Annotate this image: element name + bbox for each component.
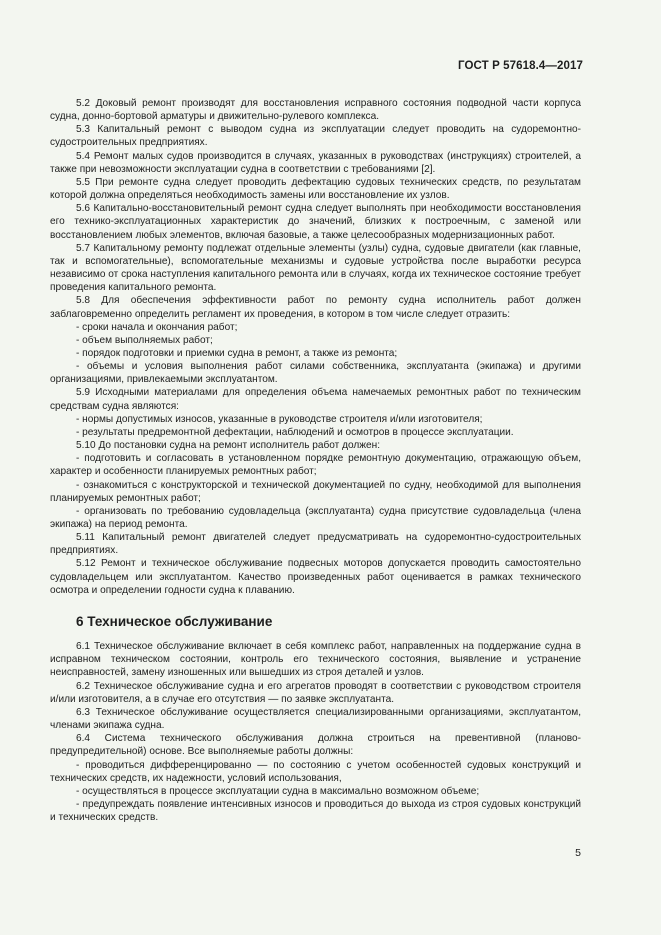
paragraph-5-3: 5.3 Капитальный ремонт с выводом судна из эксплуатации следует проводить на судоремонтно-судостроительных предприятиях. (50, 124, 581, 149)
list-item: - результаты предремонтной дефектации, наблюдений и осмотров в процессе эксплуатации. (76, 426, 514, 438)
list-item: - осуществляться в процессе эксплуатации судна в максимально возможном объеме; (76, 785, 480, 797)
paragraph-5-12: 5.12 Ремонт и техническое обслуживание подвесных моторов допускается проводить самостоятельно судовладельцем или эксплуатантом. Качество произведенных работ оценивается в рамках технического осмотра и определении годности судна к плаванию. (50, 558, 581, 596)
list-item: - объемы и условия выполнения работ силами собственника, эксплуатанта (экипажа) и другими организациями, привлекаемыми эксплуатантом. (50, 361, 581, 386)
list-item: - подготовить и согласовать в установленном порядке ремонтную документацию, отражающую объем, характер и особенности планируемых ремонтных работ; (50, 453, 581, 478)
paragraph-5-5: 5.5 При ремонте судна следует проводить дефектацию судовых технических средств, по результатам которой должна определяться необходимость замены или восстановление их узлов. (50, 176, 581, 202)
paragraph-5-11: 5.11 Капитальный ремонт двигателей следует предусматривать на судоремонтно-судостроительных предприятиях. (50, 532, 581, 557)
list-item: - проводиться дифференцированно — по состоянию с учетом особенностей судовых конструкций и технических средств, их надежности, условий использования, (50, 759, 581, 784)
paragraph-6-3: 6.3 Техническое обслуживание осуществляется специализированными организациями, эксплуатантом, членами экипажа судна. (50, 706, 581, 732)
list-item: - сроки начала и окончания работ; (76, 321, 238, 333)
paragraph-5-7: 5.7 Капитальному ремонту подлежат отдельные элементы (узлы) судна, судовые двигатели (как главные, так и вспомогательные), вспомогательные механизмы и судовые устройства после выработки ресурса независимо от срока наступления капитального ремонта или в случаях, когда их техническое состояние требует проведения капитального ремонта. (50, 242, 581, 294)
list-item: - нормы допустимых износов, указанные в руководстве строителя и/или изготовителя; (76, 413, 483, 425)
list-item: - объем выполняемых работ; (76, 334, 213, 346)
document-body (50, 97, 581, 824)
list-item: - предупреждать появление интенсивных износов и проводиться до выхода из строя судовых конструкций и технических средств. (50, 798, 581, 824)
list-item: - порядок подготовки и приемки судна в ремонт, а также из ремонта; (76, 347, 398, 359)
list-item: - организовать по требованию судовладельца (эксплуатанта) судна присутствие судовладельца (члена экипажа) на период ремонта. (50, 505, 581, 530)
paragraph-5-2: 5.2 Доковый ремонт производят для восстановления исправного состояния подводной части корпуса судна, донно-бортовой арматуры и движительно-рулевого комплекса. (50, 98, 581, 123)
paragraph-5-6: 5.6 Капитально-восстановительный ремонт судна следует выполнять при необходимости восстановления его технико-эксплуатационных характеристик до значений, близких к построечным, с заменой или восстановлением любых элементов, включая базовые, а также целесообразных модернизационных работ. (50, 203, 581, 241)
page-number: 5 (575, 847, 581, 859)
paragraph-5-9: 5.9 Исходными материалами для определения объема намечаемых ремонтных работ по техническим средствам судна являются: (50, 387, 581, 412)
paragraph-6-2: 6.2 Техническое обслуживание судна и его агрегатов проводят в соответствии с руководством строителя и/или изготовителя, а в случае его отсутствия — по заявке эксплуатанта. (50, 680, 581, 705)
paragraph-5-8: 5.8 Для обеспечения эффективности работ по ремонту судна исполнитель работ должен заблаговременно определить регламент их проведения, в котором в том числе следует отразить: (50, 295, 581, 320)
page-header: ГОСТ Р 57618.4—2017 (458, 60, 583, 72)
paragraph-5-10: 5.10 До постановки судна на ремонт исполнитель работ должен: (76, 440, 381, 452)
paragraph-6-4: 6.4 Система технического обслуживания должна строиться на превентивной (планово-предупредительной) основе. Все выполняемые работы должны: (50, 733, 581, 758)
paragraph-5-4: 5.4 Ремонт малых судов производится в случаях, указанных в руководствах (инструкциях) строителей, а также при невозможности эксплуатации судна в соответствии с требованиями [2]. (50, 150, 581, 175)
paragraph-6-1: 6.1 Техническое обслуживание включает в себя комплекс работ, направленных на поддержание судна в исправном техническом состоянии, контроль его технического состояния, выявление и устранение неисправностей, замену изношенных или вышедших из строя деталей и узлов. (50, 641, 581, 679)
list-item: - ознакомиться с конструкторской и технической документацией по судну, необходимой для выполнения планируемых ремонтных работ; (50, 479, 581, 504)
section-heading: 6 Техническое обслуживание (76, 613, 273, 629)
